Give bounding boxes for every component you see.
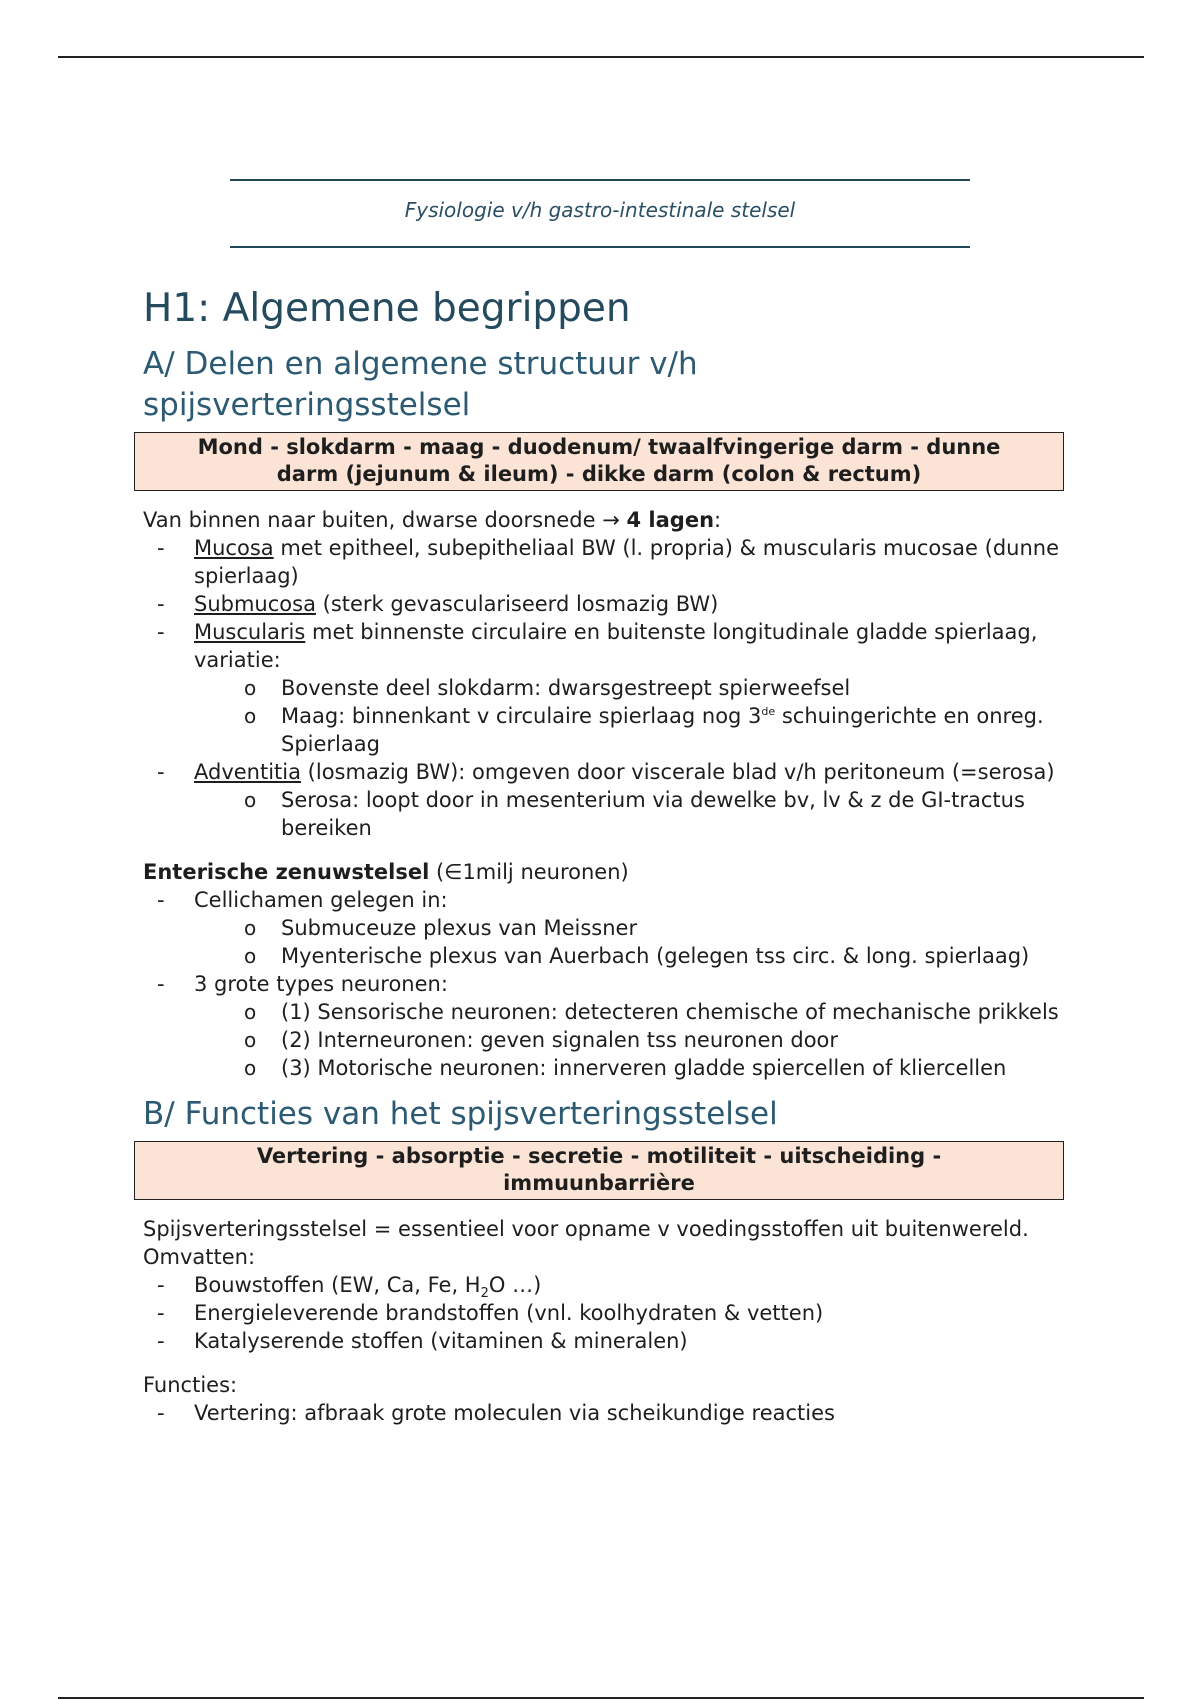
list-item-mucosa	[143, 534, 1073, 590]
list-item	[143, 1399, 1073, 1427]
header-rule-top	[230, 179, 970, 181]
muscularis-sub2-b: schuingerichte en onreg. Spierlaag	[281, 704, 1044, 756]
dash-bullet: -	[157, 1401, 165, 1425]
dash-bullet: -	[157, 888, 165, 912]
sublist-item	[143, 786, 1073, 842]
header-rule-bottom	[230, 246, 970, 248]
nutrient-item1-b: O …)	[488, 1273, 542, 1297]
nutrient-item1-a: Bouwstoffen (EW, Ca, Fe, H	[194, 1273, 481, 1297]
chapter-title: H1: Algemene begrippen	[143, 286, 631, 331]
sublist-item	[143, 998, 1073, 1026]
sublist-item	[143, 1054, 1073, 1082]
ens-list	[143, 886, 1073, 1082]
muscularis-sub2-a: Maag: binnenkant v circulaire spierlaag nog 3	[281, 704, 762, 728]
document-header-title: Fysiologie v/h gastro-intestinale stelsel	[404, 198, 796, 222]
circle-bullet: o	[244, 1028, 257, 1052]
layers-intro-end: :	[714, 508, 722, 532]
dash-bullet: -	[157, 536, 165, 560]
circle-bullet: o	[244, 916, 257, 940]
layers-intro	[143, 506, 1073, 534]
section-b-box-line2: immuunbarrière	[503, 1171, 695, 1195]
adventitia-sublist	[194, 786, 1073, 842]
section-a-title-line1: A/ Delen en algemene structuur v/h	[143, 346, 698, 382]
ens-sublist	[194, 914, 1073, 970]
ens-item1-sub2: Myenterische plexus van Auerbach (gelegen tss circ. & long. spierlaag)	[281, 944, 1030, 968]
muscularis-sublist	[194, 674, 1073, 758]
dash-bullet: -	[157, 1301, 165, 1325]
submucosa-text: (sterk gevasculariseerd losmazig BW)	[315, 592, 719, 616]
list-item	[143, 1327, 1073, 1355]
circle-bullet: o	[244, 676, 257, 700]
nutrients-list	[143, 1271, 1073, 1355]
dash-bullet: -	[157, 760, 165, 784]
section-a-title	[143, 344, 1073, 426]
muscularis-term: Muscularis	[194, 620, 306, 644]
section-b-intro: Spijsverteringsstelsel = essentieel voor opname v voedingsstoffen uit buitenwereld. Omvatten:	[143, 1217, 1029, 1269]
section-a-box-line2: darm (jejunum & ileum) - dikke darm (colon & rectum)	[276, 462, 922, 486]
circle-bullet: o	[244, 704, 257, 728]
mucosa-term: Mucosa	[194, 536, 274, 560]
muscularis-text: met binnenste circulaire en buitenste longitudinale gladde spierlaag, variatie:	[194, 620, 1038, 672]
adventitia-text: (losmazig BW): omgeven door viscerale blad v/h peritoneum (=serosa)	[301, 760, 1055, 784]
ens-heading	[143, 858, 1073, 886]
dash-bullet: -	[157, 972, 165, 996]
list-item	[143, 970, 1073, 1082]
ens-item1: Cellichamen gelegen in:	[194, 888, 448, 912]
circle-bullet: o	[244, 788, 257, 812]
dash-bullet: -	[157, 620, 165, 644]
ens-item1-sub1: Submuceuze plexus van Meissner	[281, 916, 638, 940]
ens-item2-sub1: (1) Sensorische neuronen: detecteren chemische of mechanische prikkels	[281, 1000, 1059, 1024]
section-a-title-line2: spijsverteringsstelsel	[143, 387, 471, 423]
sublist-item	[143, 1026, 1073, 1054]
layers-intro-bold: 4 lagen	[626, 508, 715, 532]
list-item-submucosa	[143, 590, 1073, 618]
ens-note: (∈1milj neuronen)	[429, 860, 629, 884]
section-b-title: B/ Functies van het spijsverteringsstelsel	[143, 1096, 778, 1132]
sublist-item	[143, 702, 1073, 758]
nutrient-item2: Energieleverende brandstoffen (vnl. koolhydraten & vetten)	[194, 1301, 824, 1325]
section-b-summary-box	[134, 1141, 1064, 1200]
functions-list	[143, 1399, 1073, 1427]
circle-bullet: o	[244, 1000, 257, 1024]
list-item	[143, 1271, 1073, 1302]
list-item-adventitia	[143, 758, 1073, 842]
ens-item2-sub3: (3) Motorische neuronen: innerveren gladde spiercellen of kliercellen	[281, 1056, 1007, 1080]
list-item	[143, 1299, 1073, 1327]
section-a-box-line1: Mond - slokdarm - maag - duodenum/ twaalfvingerige darm - dunne	[197, 435, 1001, 459]
list-item	[143, 886, 1073, 970]
section-b-box-line1: Vertering - absorptie - secretie - motiliteit - uitscheiding -	[256, 1144, 942, 1168]
sublist-item	[143, 914, 1073, 942]
list-item-muscularis	[143, 618, 1073, 758]
dash-bullet: -	[157, 1329, 165, 1353]
mucosa-text: met epitheel, subepitheliaal BW (l. propria) & muscularis mucosae (dunne spierlaag)	[194, 536, 1059, 588]
page-bottom-rule	[58, 1697, 1144, 1699]
ens-title: Enterische zenuwstelsel	[143, 860, 430, 884]
adventitia-term: Adventitia	[194, 760, 301, 784]
sublist-item	[143, 942, 1073, 970]
page-top-rule	[58, 56, 1144, 58]
layers-intro-text: Van binnen naar buiten, dwarse doorsnede →	[143, 508, 627, 532]
submucosa-term: Submucosa	[194, 592, 316, 616]
section-a-summary-box	[134, 432, 1064, 491]
muscularis-sub1: Bovenste deel slokdarm: dwarsgestreept spierweefsel	[281, 676, 851, 700]
adventitia-sub1: Serosa: loopt door in mesenterium via dewelke bv, lv & z de GI-tractus bereiken	[281, 788, 1025, 840]
dash-bullet: -	[157, 592, 165, 616]
function-item1: Vertering: afbraak grote moleculen via scheikundige reacties	[194, 1401, 835, 1425]
circle-bullet: o	[244, 944, 257, 968]
nutrient-item3: Katalyserende stoffen (vitaminen & mineralen)	[194, 1329, 688, 1353]
sublist-item	[143, 674, 1073, 702]
ens-sublist	[194, 998, 1073, 1082]
subscript: 2	[480, 1286, 489, 1302]
document-body	[143, 280, 1073, 1427]
circle-bullet: o	[244, 1056, 257, 1080]
functions-label: Functies:	[143, 1373, 238, 1397]
ens-item2: 3 grote types neuronen:	[194, 972, 448, 996]
dash-bullet: -	[157, 1273, 165, 1297]
ens-item2-sub2: (2) Interneuronen: geven signalen tss neuronen door	[281, 1028, 839, 1052]
layers-list	[143, 534, 1073, 842]
superscript: de	[761, 705, 776, 718]
